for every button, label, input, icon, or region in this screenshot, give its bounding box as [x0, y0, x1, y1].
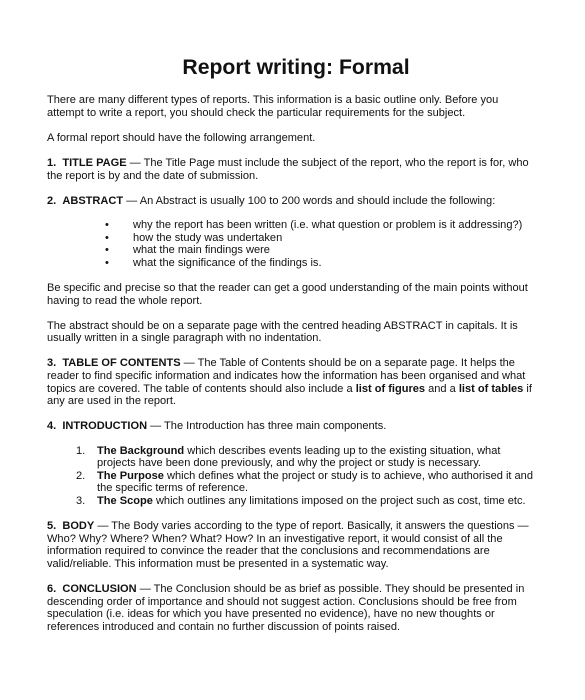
list-item-term: The Background — [97, 444, 185, 457]
section-number: 2. — [47, 194, 57, 207]
arrangement-paragraph: A formal report should have the following arrangement. — [47, 131, 316, 144]
section-dash: — — [126, 156, 144, 169]
introduction-numbered-list — [47, 445, 535, 508]
page-title: Report writing: Formal — [182, 56, 410, 79]
emphasis-list-of-figures: list of figures — [355, 382, 426, 395]
section-number: 1. — [47, 156, 57, 169]
list-item — [47, 244, 535, 257]
section-heading: INTRODUCTION — [62, 420, 148, 433]
list-item-text: which describes events leading up to the existing situation, what projects have been done previously, and why the project or study is necessary. — [97, 444, 501, 470]
bullet-icon: • — [105, 231, 109, 244]
section-text: if any are used in the report. — [47, 382, 532, 408]
bullet-icon: • — [105, 218, 109, 231]
list-item — [47, 445, 535, 470]
section-dash: — — [180, 357, 198, 370]
section-text: The Table of Contents should be on a separate page. It helps the reader to find specific information and indicates how the information has been organised and what topics are covered. The table of contents should also include a — [47, 357, 526, 395]
section-toc — [47, 357, 535, 407]
list-item-term: The Scope — [97, 495, 153, 507]
section-dash: — — [94, 520, 112, 533]
section-title-page — [47, 157, 535, 182]
section-text: The Conclusion should be as brief as possible. They should be presented in descending order of importance and should not suggest action. Conclusions should be free from speculation (i.e. ideas for which you have presented no evidence), have no new thoughts or references introduced and contain no further discussion of points raised. — [47, 583, 525, 633]
section-text: The Body varies according to the type of report. Basically, it answers the questions — Who? Why? Where? When? What? How? In an investigative report, it would consist of all the information required to convince the reader that the conclusions and recommendations are valid/reliable. This information must be presented in a systematic way. — [47, 520, 529, 570]
section-introduction — [47, 420, 535, 433]
abstract-paragraph-1: Be specific and precise so that the reader can get a good understanding of the main points without having to read the whole report. — [47, 281, 528, 307]
section-text: An Abstract is usually 100 to 200 words and should include the following: — [139, 194, 496, 207]
section-number: 5. — [47, 520, 57, 533]
section-conclusion — [47, 583, 535, 633]
list-item — [47, 219, 535, 232]
section-heading: TITLE PAGE — [62, 156, 127, 169]
section-text: The Introduction has three main components. — [164, 420, 387, 433]
document-page — [47, 56, 535, 646]
intro-paragraph: There are many different types of reports. This information is a basic outline only. Before you attempt to write a report, you should check the particular requirements for the subject. — [47, 94, 499, 119]
list-item-text: which outlines any limitations imposed on the project such as cost, time etc. — [152, 495, 526, 507]
list-item — [47, 232, 535, 245]
section-text: The Title Page must include the subject of the report, who the report is for, who the report is by and the date of submission. — [47, 156, 529, 182]
list-item-text: what the main findings were — [133, 244, 270, 257]
section-abstract — [47, 195, 535, 208]
list-item-text: what the significance of the findings is. — [133, 256, 322, 269]
abstract-bullet-list — [47, 219, 535, 269]
section-number: 3. — [47, 357, 57, 370]
bullet-icon: • — [105, 244, 109, 257]
section-body — [47, 520, 535, 570]
section-number: 4. — [47, 420, 57, 433]
list-number: 1. — [76, 444, 86, 457]
section-heading: CONCLUSION — [62, 583, 137, 596]
bullet-icon: • — [105, 256, 109, 269]
abstract-paragraph-2: The abstract should be on a separate page with the centred heading ABSTRACT in capitals. It is usually written in a single paragraph with no indentation. — [47, 319, 518, 345]
section-dash: — — [136, 583, 154, 596]
list-item — [47, 257, 535, 270]
section-text: and a — [425, 382, 459, 395]
list-item-text: which defines what the project or study is to achieve, who authorised it and the specific terms of reference. — [97, 469, 533, 495]
section-number: 6. — [47, 583, 57, 596]
section-heading: BODY — [62, 520, 95, 533]
list-item-text: why the report has been written (i.e. what question or problem is it addressing?) — [133, 218, 523, 231]
emphasis-list-of-tables: list of tables — [458, 382, 524, 395]
section-heading: ABSTRACT — [62, 194, 124, 207]
list-item-text: how the study was undertaken — [133, 231, 283, 244]
list-number: 3. — [76, 495, 86, 507]
list-number: 2. — [76, 469, 86, 482]
section-dash: — — [123, 194, 140, 207]
section-dash: — — [147, 420, 165, 433]
list-item-term: The Purpose — [97, 469, 164, 482]
list-item — [47, 470, 535, 495]
section-heading: TABLE OF CONTENTS — [62, 357, 181, 370]
list-item — [47, 495, 535, 508]
